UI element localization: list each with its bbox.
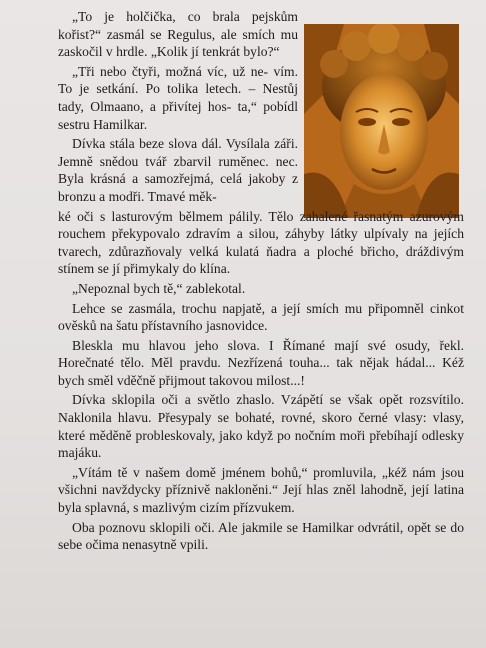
paragraph-3-start: Dívka stála beze slova dál. Vysílala záři. Jemně snědou tvář zbarvil ruměnec. nec. Byla krásná a samozřejmá, celá jakoby z bronzu a modři. Tmavé měk- xyxy=(58,136,298,204)
paragraph-2: „Tři nebo čtyři, možná víc, už ne- vím. To je setkání. Po tolika letech. – Nestůj tady, Olmaano, a přivítej hos- ta,“ pobídl sestru Hamilkar. xyxy=(58,63,299,132)
paragraph-3-continued: ké oči s lasturovým bělmem pálily. Tělo zahalené řasnatým azurovým rouchem překypovalo zdravím a silou, záhyby látky ulpívaly na jejích tvarech, zdůrazňovaly velká kulatá ňadra a ploché břicho, dráždivým stínem se jí přimykaly do klína. xyxy=(58,208,464,277)
text-beside-image xyxy=(58,8,298,206)
paragraph-8: „Vítám tě v našem domě jménem bohů,“ promluvila, „kéž nám jsou všichni navždycky příznivě nakloněni.“ Její hlas zněl lahodně, její latina byla splavná, s mazlivým cizím přízvukem. xyxy=(58,464,464,516)
paragraph-6: Bleskla mu hlavou jeho slova. I Římané mají své osudy, řekl. Horečnaté tělo. Měl pravdu. Nezřízená touha... tak nějak hádal... Kéž bych směl vděčně přijmout takovou milost...! xyxy=(58,337,464,388)
paragraph-5: Lehce se zasmála, trochu napjatě, a její smích mu připomněl cinkot ověsků na šatu přístavního jasnovidce. xyxy=(58,300,464,334)
paragraph-9: Oba poznovu sklopili oči. Ale jakmile se Hamilkar odvrátil, opět se do sebe očima nenasytně vpili. xyxy=(58,519,464,553)
paragraph-4: „Nepoznal bych tě,“ zablekotal. xyxy=(72,280,246,296)
body-text xyxy=(58,8,464,556)
paragraph-7: Dívka sklopila oči a světlo zhaslo. Vzápětí se však opět rozsvítilo. Naklonila hlavu. Přesypaly se bohaté, rovné, skoro černé vlasy: vlasy, které měděně probleskovaly, jako když po nočním moři přebíhají odlesky majáku. xyxy=(58,392,464,461)
paragraph-1: „To je holčička, co brala pejskům kořist?“ zasmál se Regulus, ale smích mu zaskočil v hrdle. „Kolik jí tenkrát bylo?“ xyxy=(58,9,298,60)
